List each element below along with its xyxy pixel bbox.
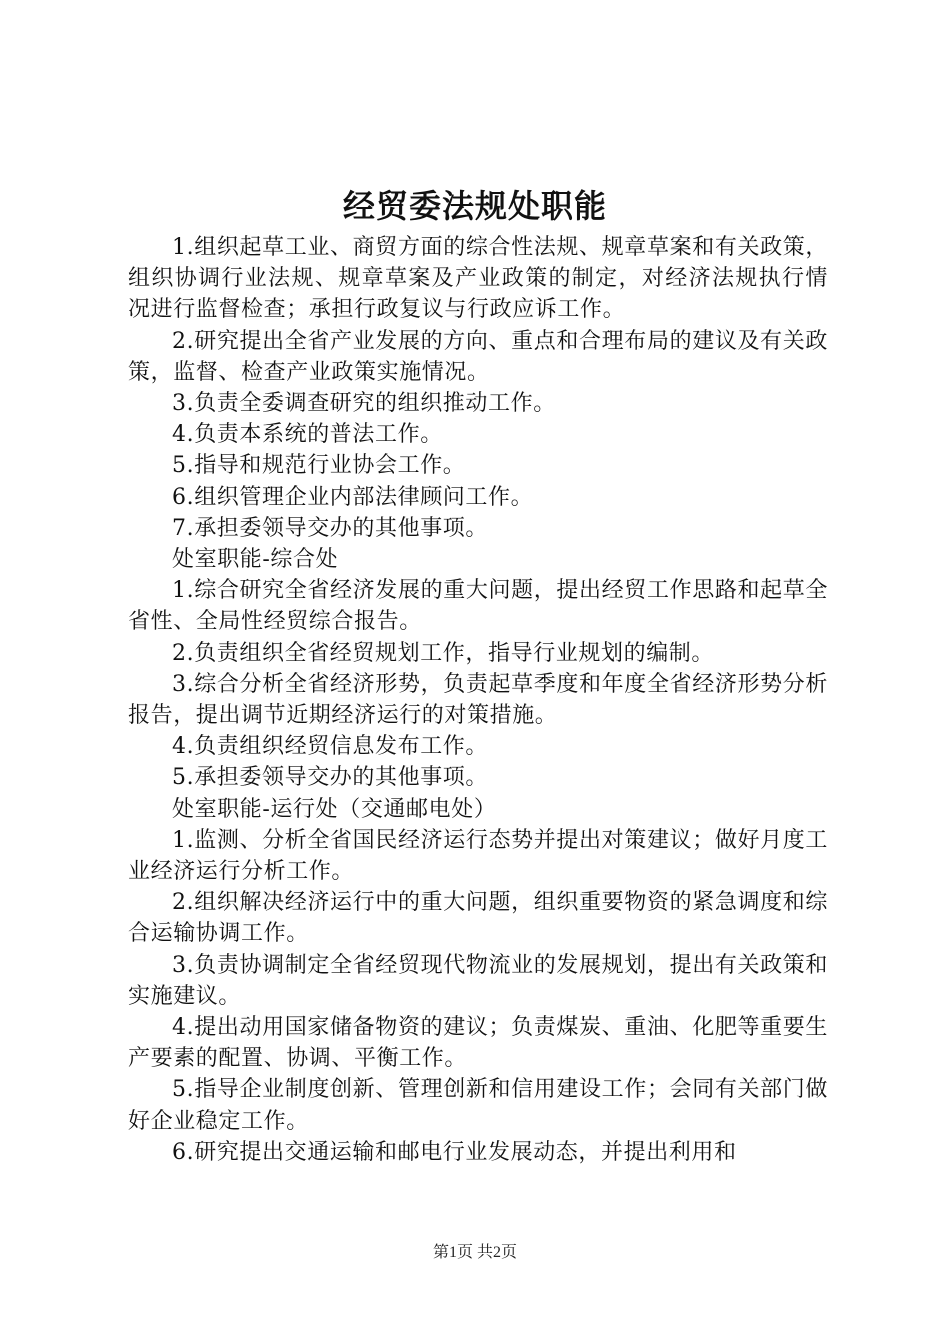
paragraph: 4.负责组织经贸信息发布工作。 (172, 734, 488, 760)
paragraph: 2.组织解决经济运行中的重大问题，组织重要物资的紧急调度和综合运输协调工作。 (128, 890, 828, 947)
paragraph: 3.负责协调制定全省经贸现代物流业的发展规划，提出有关政策和实施建议。 (128, 952, 828, 1009)
paragraph: 5.指导和规范行业协会工作。 (172, 453, 466, 479)
paragraph: 1.监测、分析全省国民经济运行态势并提出对策建议；做好月度工业经济运行分析工作。 (128, 827, 828, 885)
document-body (128, 232, 828, 1168)
paragraph: 7.承担委领导交办的其他事项。 (172, 515, 488, 541)
section-heading: 处室职能-运行处（交通邮电处） (172, 796, 497, 822)
paragraph: 6.组织管理企业内部法律顾问工作。 (172, 484, 534, 510)
paragraph: 4.提出动用国家储备物资的建议；负责煤炭、重油、化肥等重要生产要素的配置、协调、平衡工作。 (128, 1015, 828, 1072)
paragraph: 3.负责全委调查研究的组织推动工作。 (172, 391, 556, 417)
paragraph: 3.综合分析全省经济形势，负责起草季度和年度全省经济形势分析报告，提出调节近期经济运行的对策措施。 (128, 671, 828, 729)
section-heading: 处室职能-综合处 (172, 547, 339, 573)
paragraph: 5.指导企业制度创新、管理创新和信用建设工作；会同有关部门做好企业稳定工作。 (128, 1077, 828, 1134)
paragraph: 5.承担委领导交办的其他事项。 (172, 765, 488, 791)
document-title: 经贸委法规处职能 (342, 187, 607, 225)
paragraph: 4.负责本系统的普法工作。 (172, 422, 443, 448)
paragraph: 2.研究提出全省产业发展的方向、重点和合理布局的建议及有关政策，监督、检查产业政策实施情况。 (128, 328, 828, 385)
paragraph: 6.研究提出交通运输和邮电行业发展动态，并提出利用和 (172, 1139, 737, 1165)
paragraph: 1.组织起草工业、商贸方面的综合性法规、规章草案和有关政策，组织协调行业法规、规章草案及产业政策的制定，对经济法规执行情况进行监督检查；承担行政复议与行政应诉工作。 (128, 235, 828, 323)
page-footer: 第1页 共2页 (432, 1244, 517, 1261)
paragraph: 2.负责组织全省经贸规划工作，指导行业规划的编制。 (172, 640, 714, 666)
paragraph: 1.综合研究全省经济发展的重大问题，提出经贸工作思路和起草全省性、全局性经贸综合报告。 (128, 578, 828, 635)
